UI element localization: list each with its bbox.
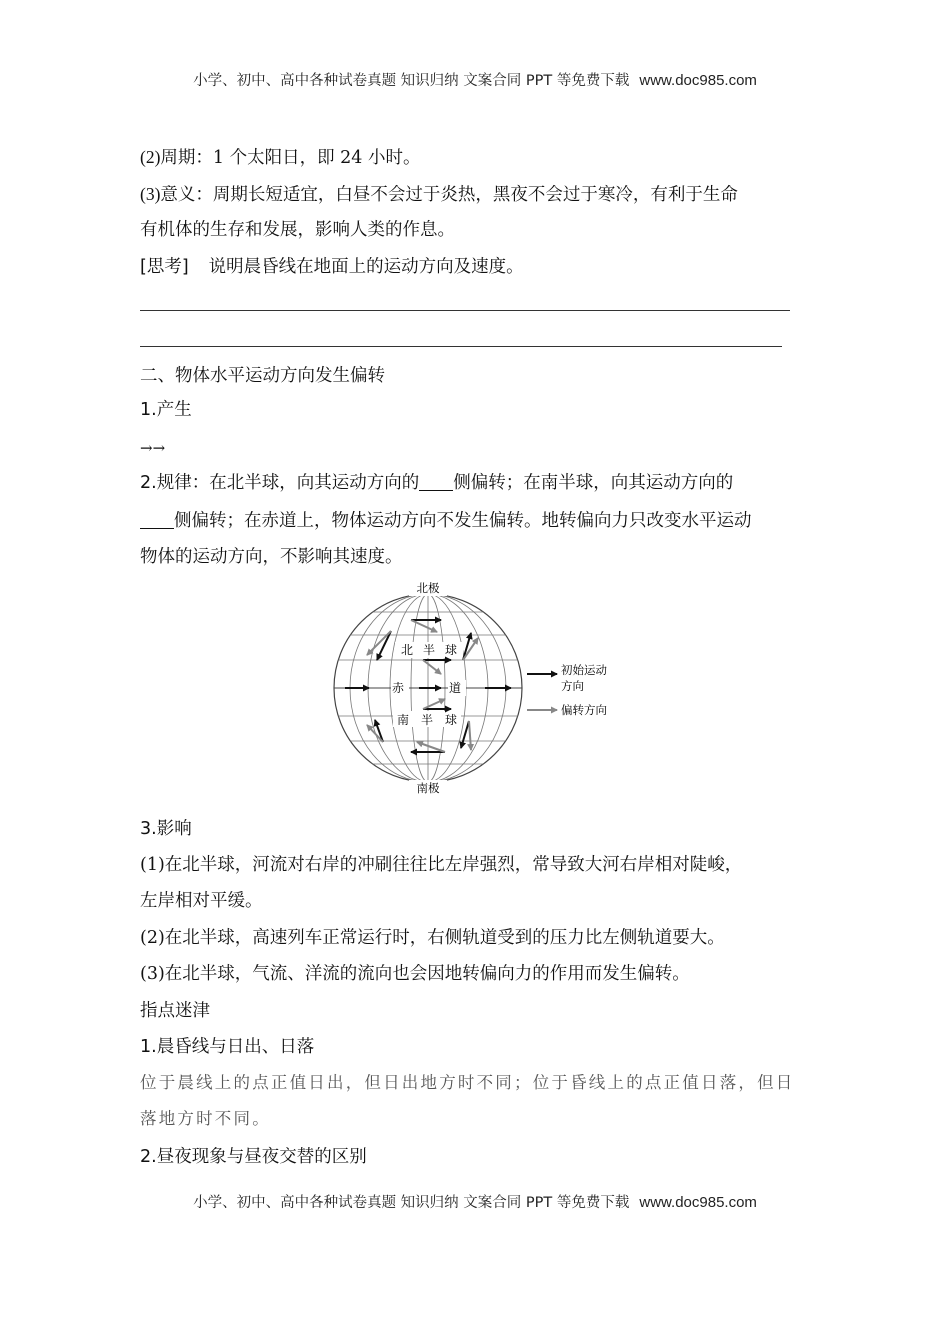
origin-arrows: →→ (140, 439, 166, 457)
tips-title: 指点迷津 (140, 1001, 210, 1021)
legend-deflect-label: 偏转方向 (561, 703, 607, 717)
page-header (0, 69, 950, 90)
tips-item1-line1: 位于晨线上的点正值日出，但日出地方时不同；位于昏线上的点正值日落，但日 (140, 1073, 795, 1092)
blank-1 (419, 472, 453, 491)
north-pole-label: 北极 (416, 581, 440, 595)
think-line (140, 255, 524, 279)
tips-item1-line2: 落地方时不同。 (140, 1109, 271, 1128)
equator-char-1: 赤 (392, 681, 405, 695)
rule-title: 2.规律： (140, 473, 210, 493)
answer-line-1 (140, 310, 790, 311)
influence-1: (1)在北半球，河流对右岸的冲刷往往比左岸强烈，常导致大河右岸相对陡峻， (140, 855, 743, 875)
coriolis-globe-figure (325, 578, 625, 800)
rule-text-2: 侧偏转；在赤道上，物体运动方向不发生偏转。地转偏向力只改变水平运动 (174, 511, 752, 531)
north-hemi-char-1: 北 (401, 643, 414, 657)
influence-2: (2)在北半球，高速列车正常运行时，右侧轨道受到的压力比左侧轨道要大。 (140, 928, 725, 948)
period-num: (2) (140, 147, 161, 167)
south-pole-label: 南极 (416, 781, 440, 795)
south-hemi-char-1: 南 (397, 713, 410, 727)
blank-2 (140, 510, 174, 529)
influence-3: (3)在北半球，气流、洋流的流向也会因地转偏向力的作用而发生偏转。 (140, 964, 690, 984)
south-hemi-char-3: 球 (445, 713, 458, 727)
period-text: 周期：1 个太阳日，即 24 小时。 (160, 148, 421, 168)
influence-1b: 左岸相对平缓。 (140, 891, 263, 911)
rule-line-2 (140, 509, 752, 533)
footer-text: 小学、初中、高中各种试卷真题 知识归纳 文案合同 PPT 等免费下载 (193, 1195, 630, 1211)
header-text: 小学、初中、高中各种试卷真题 知识归纳 文案合同 PPT 等免费下载 (193, 73, 630, 89)
equator-char-2: 道 (449, 681, 462, 695)
header-site: www.doc985.com (639, 72, 757, 89)
north-hemi-char-3: 球 (445, 643, 458, 657)
think-label: [思考] (140, 257, 189, 277)
page-footer (0, 1191, 950, 1212)
influence-title: 3.影响 (140, 819, 192, 839)
meaning-num: (3) (140, 184, 161, 204)
legend-initial-label-1: 初始运动 (561, 663, 607, 677)
meaning-line-1 (140, 182, 738, 207)
footer-site: www.doc985.com (639, 1194, 757, 1211)
south-hemi-char-2: 半 (421, 713, 434, 727)
answer-line-2 (140, 346, 782, 347)
rule-line-3: 物体的运动方向，不影响其速度。 (140, 547, 403, 567)
meaning-text-1: 意义：周期长短适宜，白昼不会过于炎热，黑夜不会过于寒冷，有利于生命 (160, 185, 738, 205)
rule-line-1 (140, 471, 733, 495)
north-hemi-char-2: 半 (423, 643, 436, 657)
period-line (140, 145, 421, 170)
rule-text-1b: 侧偏转；在南半球，向其运动方向的 (453, 473, 734, 493)
rule-text-1a: 在北半球，向其运动方向的 (209, 473, 420, 493)
meaning-line-2: 有机体的生存和发展，影响人类的作息。 (140, 220, 455, 240)
section2-title: 二、物体水平运动方向发生偏转 (140, 366, 385, 386)
legend-initial-label-2: 方向 (561, 679, 584, 693)
tips-item2-title: 2.昼夜现象与昼夜交替的区别 (140, 1147, 367, 1167)
think-text: 说明晨昏线在地面上的运动方向及速度。 (208, 257, 524, 277)
origin-title: 1.产生 (140, 400, 192, 420)
tips-item1-title: 1.晨昏线与日出、日落 (140, 1037, 315, 1057)
